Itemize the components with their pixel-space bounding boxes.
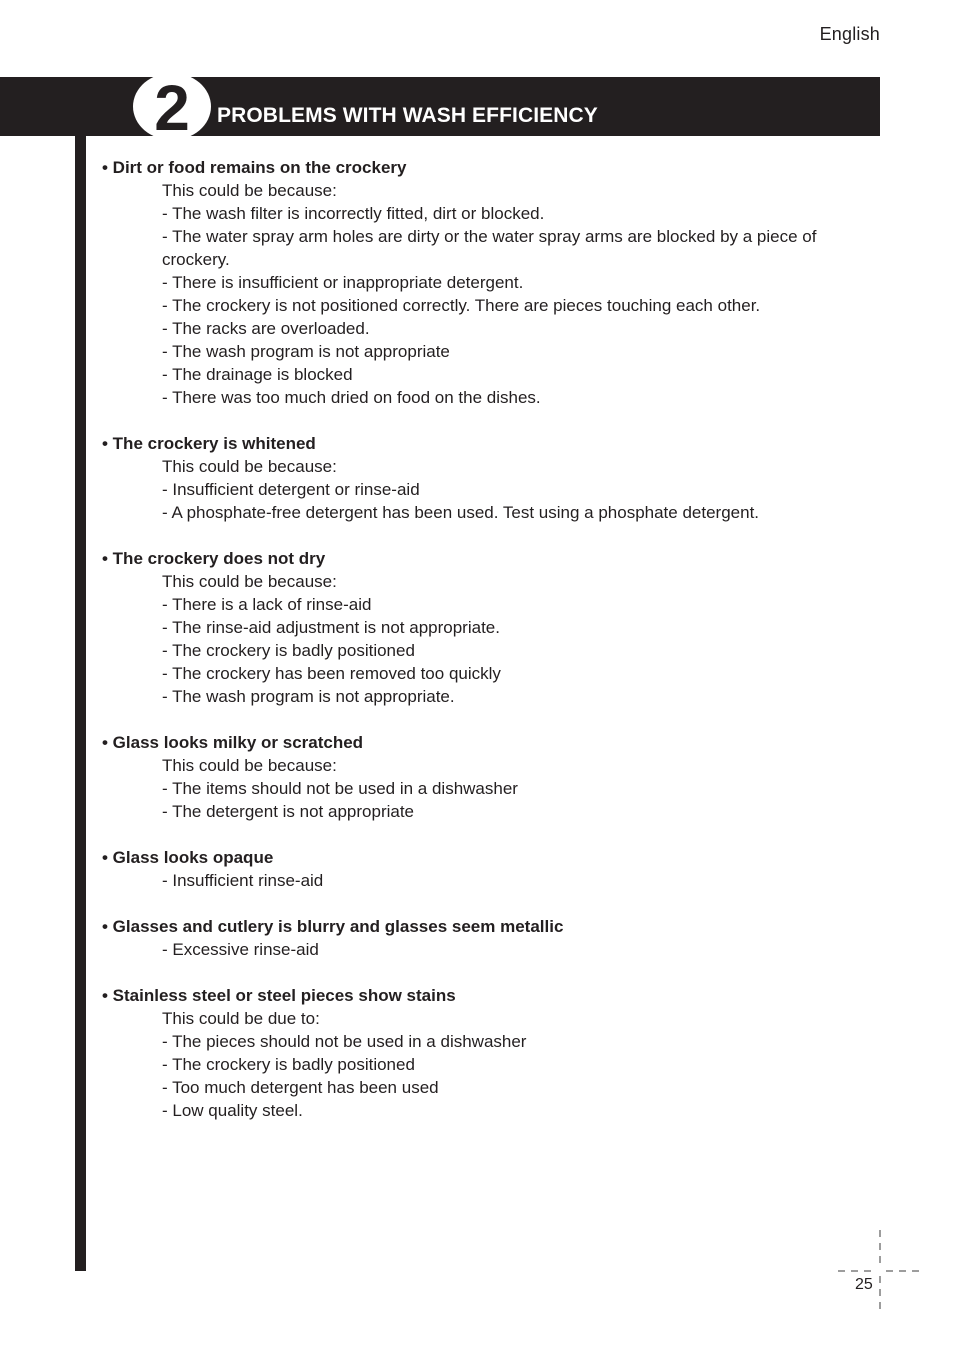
cause-line: - Insufficient rinse-aid [162, 871, 324, 890]
cause-line: - The pieces should not be used in a dishwasher [162, 1032, 527, 1051]
problem-title: • The crockery does not dry [102, 549, 326, 568]
cause-line: - The rinse-aid adjustment is not appropriate. [162, 618, 500, 637]
cause-line: - There is insufficient or inappropriate detergent. [162, 273, 524, 292]
chapter-number-badge [133, 71, 211, 144]
chapter-number: 2 [154, 71, 190, 144]
problem-item [102, 731, 882, 823]
section-title: PROBLEMS WITH WASH EFFICIENCY [217, 104, 598, 127]
cause-line: - Too much detergent has been used [162, 1078, 439, 1097]
page-number: 25 [855, 1276, 873, 1293]
cause-line: - The wash program is not appropriate. [162, 687, 455, 706]
problem-item [102, 547, 882, 708]
problem-title: • Stainless steel or steel pieces show stains [102, 986, 456, 1005]
problem-item [102, 432, 882, 524]
cause-line: - The crockery is not positioned correctly. There are pieces touching each other. [162, 296, 761, 315]
cause-line: - Low quality steel. [162, 1101, 303, 1120]
problem-intro: This could be because: [162, 181, 337, 200]
problem-intro: This could be because: [162, 756, 337, 775]
cause-line: - The crockery is badly positioned [162, 1055, 415, 1074]
problem-list [102, 156, 882, 1145]
cause-line: - The detergent is not appropriate [162, 802, 415, 821]
problem-title: • Glasses and cutlery is blurry and glasses seem metallic [102, 917, 564, 936]
margin-rule [75, 136, 86, 1271]
problem-intro: This could be due to: [162, 1009, 320, 1028]
cause-line: - Insufficient detergent or rinse-aid [162, 480, 420, 499]
cause-line: - There is a lack of rinse-aid [162, 595, 372, 614]
cause-line: - The wash filter is incorrectly fitted, dirt or blocked. [162, 204, 545, 223]
cause-line: - The wash program is not appropriate [162, 342, 450, 361]
problem-title: • Dirt or food remains on the crockery [102, 158, 407, 177]
problem-item [102, 984, 882, 1122]
cause-line: - The drainage is blocked [162, 365, 353, 384]
cause-line: - There was too much dried on food on the dishes. [162, 388, 541, 407]
problem-intro: This could be because: [162, 572, 337, 591]
crop-marks-icon [838, 1230, 928, 1315]
cause-line: - The crockery has been removed too quickly [162, 664, 501, 683]
problem-item [102, 915, 882, 961]
cause-line: - The racks are overloaded. [162, 319, 370, 338]
problem-intro: This could be because: [162, 457, 337, 476]
problem-item [102, 156, 882, 409]
cause-line: - A phosphate-free detergent has been used. Test using a phosphate detergent. [162, 503, 760, 522]
cause-line: - The items should not be used in a dishwasher [162, 779, 518, 798]
language-label: English [819, 24, 880, 44]
cause-line: - Excessive rinse-aid [162, 940, 319, 959]
problem-title: • Glass looks milky or scratched [102, 733, 364, 752]
problem-title: • The crockery is whitened [102, 434, 316, 453]
problem-item [102, 846, 882, 892]
problem-title: • Glass looks opaque [102, 848, 274, 867]
cause-line: - The crockery is badly positioned [162, 641, 415, 660]
cause-line: - The water spray arm holes are dirty or the water spray arms are blocked by a piece of crockery. [162, 227, 817, 269]
